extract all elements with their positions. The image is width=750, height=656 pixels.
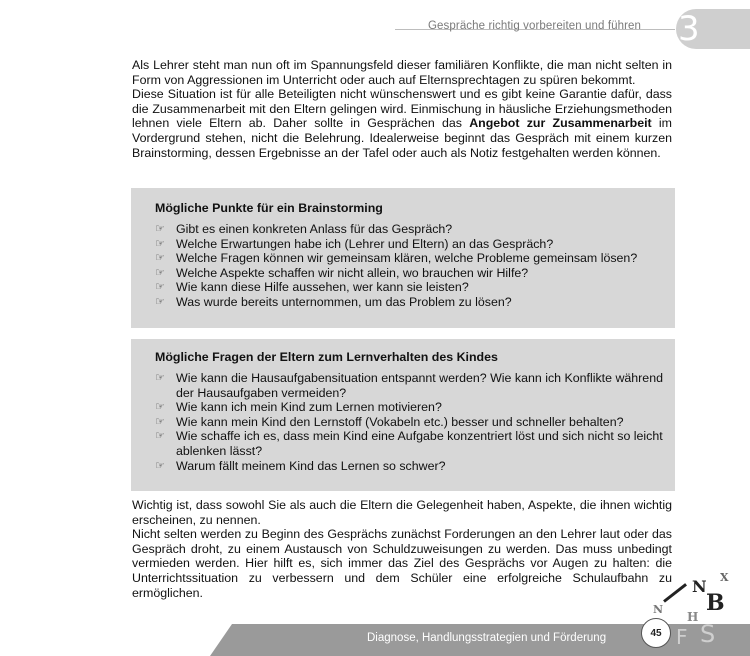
pointing-hand-icon: ☞: [155, 294, 165, 308]
parent-questions-box: [131, 339, 675, 491]
brainstorming-box: [131, 188, 675, 328]
list-item: [155, 266, 665, 281]
intro-b-bold: Angebot zur Zusammenarbeit: [469, 116, 652, 131]
pointing-hand-icon: ☞: [155, 251, 165, 265]
closing-paragraph-b: Nicht selten werden zu Beginn des Gesprächs zunächst Forderungen an den Lehrer laut oder das Gespräch droht, zu einem Austausch von Schuldzuweisungen zu werden. Das muss unbedingt vermieden werden. Hier hilft es, sich immer das Ziel des Gesprächs vor Augen zu halten: die Unterrichtssituation zu verbessern und dem Schüler eine erfolgreiche Schulaufbahn zu ermöglichen.: [132, 527, 672, 600]
list-item: [155, 429, 665, 458]
logo-letter: X: [720, 571, 729, 584]
list-item: [155, 371, 665, 400]
pointing-hand-icon: ☞: [155, 236, 165, 250]
list-item-text: Warum fällt meinem Kind das Lernen so schwer?: [176, 458, 446, 473]
parent-questions-title: Mögliche Fragen der Eltern zum Lernverhalten des Kindes: [155, 350, 498, 364]
list-item: [155, 459, 665, 474]
list-item: [155, 251, 665, 266]
logo-letter: N: [653, 603, 664, 616]
list-item-text: Wie schaffe ich es, dass mein Kind eine Aufgabe konzentriert löst und sich nicht so leicht ablenken lässt?: [176, 429, 663, 458]
parent-questions-list: [155, 371, 665, 473]
running-header: Gespräche richtig vorbereiten und führen: [428, 20, 642, 32]
logo-letter: H: [687, 610, 699, 624]
pointing-hand-icon: ☞: [155, 400, 165, 414]
pointing-hand-icon: ☞: [155, 222, 165, 235]
list-item: [155, 237, 665, 252]
list-item-text: Wie kann mein Kind den Lernstoff (Vokabeln etc.) besser und schneller behalten?: [176, 414, 624, 429]
list-item-text: Was wurde bereits unternommen, um das Problem zu lösen?: [176, 294, 512, 309]
list-item-text: Gibt es einen konkreten Anlass für das Gespräch?: [176, 222, 453, 236]
logo-letter: S: [700, 620, 716, 648]
brainstorming-list: [155, 222, 665, 310]
pointing-hand-icon: ☞: [155, 371, 165, 384]
list-item: [155, 222, 665, 237]
list-item-text: Wie kann die Hausaufgabensituation entspannt werden? Wie kann ich Konflikte während der Hausaufgaben vermeiden?: [176, 371, 663, 400]
list-item-text: Wie kann ich mein Kind zum Lernen motivieren?: [176, 400, 442, 415]
list-item: [155, 295, 665, 310]
pointing-hand-icon: ☞: [155, 280, 165, 294]
logo-letter: B: [706, 590, 725, 616]
list-item-text: Wie kann diese Hilfe aussehen, wer kann sie leisten?: [176, 280, 469, 295]
pointing-hand-icon: ☞: [155, 265, 165, 279]
page-number: 45: [641, 618, 671, 648]
intro-b-post: im Vordergrund stehen, nicht die Belehrung. Idealerweise beginnt das Gespräch mit einem kurzen Brainstorming, dessen Ergebnisse an der Tafel oder auch als Notiz festgehalten werden können.: [132, 116, 672, 160]
intro-b-pre: Diese Situation ist für alle Beteiligten nicht wünschenswert und es gibt keine Garantie dafür, dass die Zusammenarbeit mit den Eltern gelingen wird. Einmischung in häusliche Erziehungsmethoden lehnen viele Eltern ab. Daher sollte in Gesprächen das: [132, 87, 672, 131]
pointing-hand-icon: ☞: [155, 429, 165, 443]
intro-paragraph-a: Als Lehrer steht man nun oft im Spannungsfeld dieser familiären Konflikte, die man nicht selten in Form von Aggressionen im Unterricht oder auch auf Elternsprechtagen zu spüren bekommt.: [132, 58, 672, 87]
list-item-text: Welche Fragen können wir gemeinsam klären, welche Probleme gemeinsam lösen?: [176, 251, 638, 266]
list-item: [155, 280, 665, 295]
brainstorming-title: Mögliche Punkte für ein Brainstorming: [155, 201, 383, 215]
pointing-hand-icon: ☞: [155, 414, 165, 428]
list-item: [155, 415, 665, 430]
logo-letter: N: [692, 577, 707, 596]
intro-paragraph-b: [132, 87, 672, 160]
logo-letter: F: [676, 625, 688, 649]
closing-paragraph-a: Wichtig ist, dass sowohl Sie als auch die Eltern die Gelegenheit haben, Aspekte, die ihnen wichtig erscheinen, zu nennen.: [132, 498, 672, 527]
intro-text: [132, 58, 672, 160]
chapter-number: 3: [678, 9, 700, 49]
pointing-hand-icon: ☞: [155, 458, 165, 472]
list-item: [155, 400, 665, 415]
list-item-text: Welche Aspekte schaffen wir nicht allein, wo brauchen wir Hilfe?: [176, 265, 529, 280]
closing-text: [132, 498, 672, 600]
footer-title: Diagnose, Handlungsstrategien und Förderung: [367, 632, 607, 644]
list-item-text: Welche Erwartungen habe ich (Lehrer und Eltern) an das Gespräch?: [176, 236, 554, 251]
